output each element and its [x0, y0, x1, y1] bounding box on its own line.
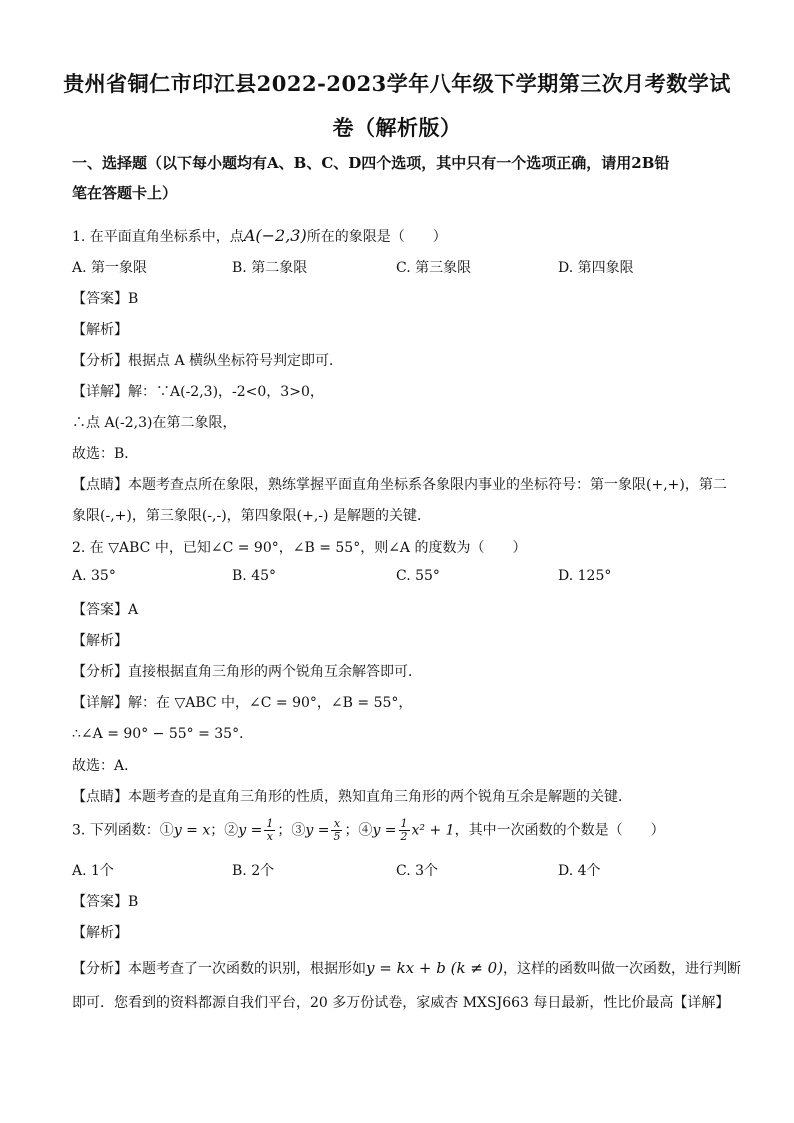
q3-func-4-frac [399, 818, 410, 843]
q3-func-3-num: x [331, 818, 342, 831]
q1-choice-c: C. 第三象限 [396, 260, 472, 276]
q2-choice-d: D. 125° [558, 568, 612, 584]
q3-stem-post: ，其中一次函数的个数是（ ） [454, 822, 665, 839]
q3-answer: 【答案】B [72, 894, 139, 910]
q1-answer: 【答案】B [72, 291, 139, 307]
q3-analysis-post: ，这样的函数叫做一次函数，进行判断 [503, 961, 742, 977]
title-line-1: 贵州省铜仁市印江县2022-2023学年八年级下学期第三次月考数学试 [63, 71, 731, 96]
q2-choose: 故选：A． [72, 758, 139, 774]
q2-choice-b: B. 45° [232, 568, 277, 584]
q3-analysis-pre: 【分析】本题考查了一次函数的识别，根据形如 [72, 961, 366, 977]
q1-choice-a: A. 第一象限 [72, 260, 148, 276]
q3-choice-c: C. 3个 [396, 863, 439, 879]
q1-choice-d: D. 第四象限 [558, 260, 634, 276]
section-heading-cont: 笔在答题卡上） [72, 184, 178, 202]
title-line-2: 卷（解析版） [332, 115, 462, 140]
q3-jiexi: 【解析】 [72, 925, 128, 941]
q3-sep-4: ；④ [344, 822, 373, 839]
q3-analysis-line2: 即可．您看到的资料都源自我们平台，20 多万份试卷，家威杏 MXSJ663 每日最新，性比价最高【详解】 [72, 995, 730, 1011]
q2-remark: 【点睛】本题考查的是直角三角形的性质，熟知直角三角形的两个锐角互余是解题的关键． [72, 789, 632, 805]
q1-analysis: 【分析】根据点 A 横纵坐标符号判定即可． [72, 353, 344, 369]
q1-point-math: A(−2,3) [243, 226, 307, 245]
q2-detail-step2: ∴∠A = 90° − 55° = 35°． [72, 726, 254, 742]
q3-func-3-lhs: y = [305, 822, 330, 839]
q3-func-1: y = x [173, 822, 211, 839]
q3-func-2-num: 1 [266, 817, 274, 830]
q2-answer: 【答案】A [72, 602, 139, 618]
q2-choice-a: A. 35° [72, 568, 116, 584]
q3-choice-a: A. 1个 [72, 863, 114, 879]
q3-func-2-frac [264, 818, 275, 843]
q3-stem-pre: 3. 下列函数：① [72, 822, 174, 839]
q1-choice-b: B. 第二象限 [232, 260, 308, 276]
q2-analysis: 【分析】直接根据直角三角形的两个锐角互余解答即可． [72, 664, 422, 680]
q3-choice-b: B. 2个 [232, 863, 275, 879]
q3-func-2-lhs: y = [238, 822, 263, 839]
q3-func-4-num: 1 [400, 817, 408, 830]
q1-choose: 故选：B． [72, 446, 139, 462]
q1-stem [72, 226, 722, 246]
q3-func-4-lhs: y = [372, 822, 397, 839]
q2-jiexi: 【解析】 [72, 633, 128, 649]
q3-func-4-den: 2 [400, 830, 408, 843]
q1-stem-post: 所在的象限是（ ） [306, 229, 447, 245]
q3-sep-2: ；② [210, 822, 239, 839]
q1-remark-line1: 【点睛】本题考查点所在象限，熟练掌握平面直角坐标系各象限内事业的坐标符号：第一象限(+,+)，第二 [72, 477, 727, 493]
q3-func-2-den: x [266, 830, 273, 843]
q1-remark-line2: 象限(-,+)，第三象限(-,-)，第四象限(+,-) 是解题的关键． [72, 508, 431, 524]
q3-func-3-frac [331, 818, 342, 843]
q1-detail: 【详解】解：∵A(-2,3)，-2<0，3>0， [72, 384, 324, 400]
q2-choice-c: C. 55° [396, 568, 440, 584]
q2-detail: 【详解】解：在 ▽ABC 中，∠C = 90°，∠B = 55°， [72, 695, 413, 711]
q3-analysis-line1 [72, 958, 742, 978]
q3-linear-form: y = kx + b (k ≠ 0) [366, 959, 504, 977]
q2-stem: 2. 在 ▽ABC 中，已知∠C = 90°，∠B = 55°，则∠A 的度数为（ ） [72, 540, 527, 556]
q3-func-4-rest: x² + 1 [411, 822, 455, 839]
q3-stem [72, 818, 722, 843]
q3-sep-3: ；③ [277, 822, 306, 839]
q1-stem-pre: 1. 在平面直角坐标系中，点 [72, 229, 244, 245]
q3-func-3-den: 5 [333, 830, 341, 843]
section-heading: 一、选择题（以下每小题均有A、B、C、D四个选项，其中只有一个选项正确，请用2B铅 [72, 154, 670, 172]
q3-choice-d: D. 4个 [558, 863, 601, 879]
q1-detail-step2: ∴点 A(-2,3)在第二象限， [72, 415, 237, 431]
q1-jiexi: 【解析】 [72, 322, 128, 338]
